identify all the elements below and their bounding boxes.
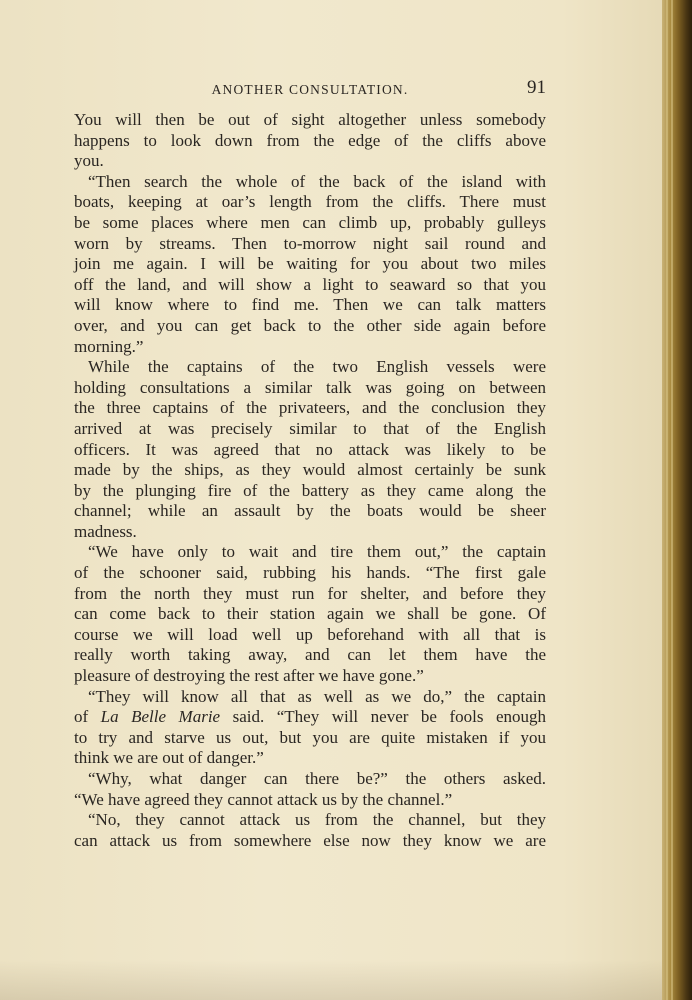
text-line: madness. [74,521,137,541]
text-line: While the captains of the two English vessels were [88,357,546,377]
ship-name-italic: La Belle Marie [100,707,221,727]
text-line: course we will load well up beforehand with all that is [74,624,546,644]
text-line: the three captains of the privateers, and the conclusion they [74,398,546,418]
text-line: you. [74,151,104,171]
text-line: by the plunging fire of the battery as they came along the [74,480,546,500]
text-line: “We have only to wait and tire them out,” the captain [88,542,546,562]
text-line: to try and starve us out, but you are quite mistaken if you [74,727,546,747]
text-segment: of [74,707,101,727]
page-number: 91 [527,77,546,98]
text-line: holding consultations a similar talk was going on between [74,377,546,397]
text-line: “No, they cannot attack us from the channel, but they [88,810,546,830]
text-line [74,707,546,728]
text-line: pleasure of destroying the rest after we have gone.” [74,666,424,686]
text-line: of the schooner said, rubbing his hands. “The first gale [74,563,546,583]
text-line: “They will know all that as well as we do,” the captain [88,686,546,706]
book-binding [662,0,692,1000]
text-line: boats, keeping at oar’s length from the cliffs. There must [74,192,546,212]
text-segment: said. “They will never be fools enough [220,707,546,727]
text-line: can attack us from somewhere else now they know we are [74,830,546,850]
text-line: arrived at was precisely similar to that of the English [74,418,546,438]
text-line: “Then search the whole of the back of the island with [88,171,546,191]
text-line: from the north they must run for shelter, and before they [74,583,546,603]
text-line: happens to look down from the edge of the cliffs above [74,130,546,150]
text-line: officers. It was agreed that no attack was likely to be [74,439,546,459]
text-line: “Why, what danger can there be?” the others asked. [88,769,546,788]
text-line: will know where to find me. Then we can talk matters [74,295,546,315]
text-line: You will then be out of sight altogether unless somebody [74,110,546,129]
text-line: off the land, and will show a light to seaward so that you [74,274,546,294]
running-head: ANOTHER CONSULTATION. [211,82,409,97]
text-line: really worth taking away, and can let them have the [74,645,546,665]
text-line: channel; while an assault by the boats would be sheer [74,501,546,521]
text-line: be some places where men can climb up, probably gulleys [74,212,546,232]
text-line: think we are out of danger.” [74,748,264,768]
text-line: made by the ships, as they would almost certainly be sunk [74,460,546,480]
page-header [74,78,546,100]
text-line: can come back to their station again we shall be gone. Of [74,604,546,624]
text-line: morning.” [74,336,144,356]
text-line: worn by streams. Then to-morrow night sail round and [74,233,546,253]
text-line: join me again. I will be waiting for you about two miles [74,254,546,274]
text-line: “We have agreed they cannot attack us by the channel.” [74,789,453,809]
body-text [74,110,546,851]
text-line: over, and you can get back to the other side again before [74,315,546,335]
